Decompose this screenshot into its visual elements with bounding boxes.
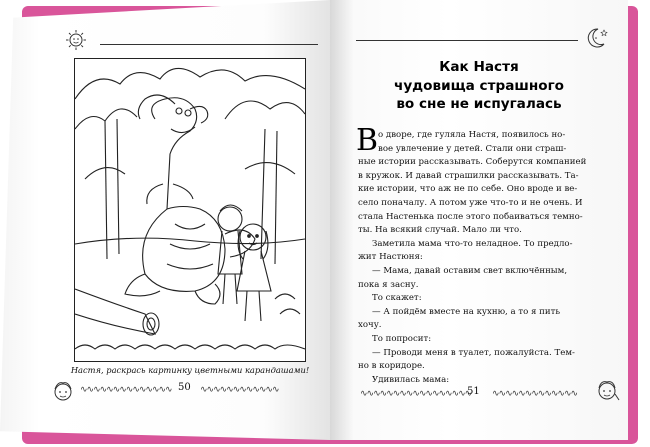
moon-icon: [582, 26, 610, 50]
child-face-icon: [48, 378, 78, 406]
story-title: [354, 58, 604, 114]
text-line: — А пойдём вместе на кухню, а то я пить: [372, 306, 561, 317]
story-text: [358, 129, 612, 387]
text-line: в кружок. И давай страшилки рассказывать. Та-: [358, 170, 579, 181]
right-wave-decoration-2: ∿∿∿∿∿∿∿∿∿∿∿∿∿: [492, 389, 578, 399]
left-wave-decoration-2: ∿∿∿∿∿∿∿∿∿∿∿∿: [200, 385, 279, 395]
title-line: Как Настя: [439, 59, 519, 75]
text-line: стала Настенька после этого побаиваться темно-: [358, 211, 583, 222]
text-line: То скажет:: [372, 293, 422, 304]
text-line: — Проводи меня в туалет, пожалуйста. Тем-: [372, 347, 575, 358]
left-wave-decoration: ∿∿∿∿∿∿∿∿∿∿∿∿∿∿: [80, 385, 172, 395]
text-line: кие истории, что аж не по себе. Оно вроде и ве-: [358, 184, 578, 195]
right-wave-decoration: ∿∿∿∿∿∿∿∿∿∿∿∿∿∿∿∿∿: [360, 389, 472, 399]
text-line: вое увлечение у детей. Стали они страш-: [378, 143, 567, 154]
text-line: То попросит:: [372, 333, 432, 344]
text-line: пока я засну.: [358, 279, 419, 290]
text-line: жит Настюня:: [358, 252, 423, 263]
dragon-and-girls-drawing: [75, 59, 305, 361]
text-line: но в коридоре.: [358, 361, 425, 372]
text-line: Удивилась мама:: [372, 374, 450, 385]
text-line: ты. На всякий случай. Мало ли что.: [358, 225, 522, 236]
text-line: хочу.: [358, 320, 382, 331]
title-line: чудовища страшного: [393, 77, 565, 94]
coloring-illustration: [74, 58, 306, 362]
title-line: во сне не испугалась: [396, 96, 562, 112]
sun-icon: [62, 28, 90, 52]
text-line: Заметила мама что-то неладное. То предло-: [372, 238, 573, 249]
right-page-number: 51: [467, 386, 480, 397]
illustration-caption: Настя, раскрась картинку цветными карандашами!: [70, 365, 310, 375]
text-line: село поначалу. А потом уже что-то и не очень. И: [358, 197, 583, 208]
drop-cap: В: [356, 123, 379, 158]
left-header-rule: [100, 44, 318, 45]
child-face-icon: [592, 376, 622, 406]
text-line: ные истории рассказывать. Соберутся компанией: [358, 157, 587, 168]
left-page-number: 50: [178, 382, 191, 393]
text-line: — Мама, давай оставим свет включённым,: [372, 265, 568, 276]
text-line: о дворе, где гуляла Настя, появилось но-: [378, 130, 566, 140]
right-header-rule: [356, 40, 578, 41]
